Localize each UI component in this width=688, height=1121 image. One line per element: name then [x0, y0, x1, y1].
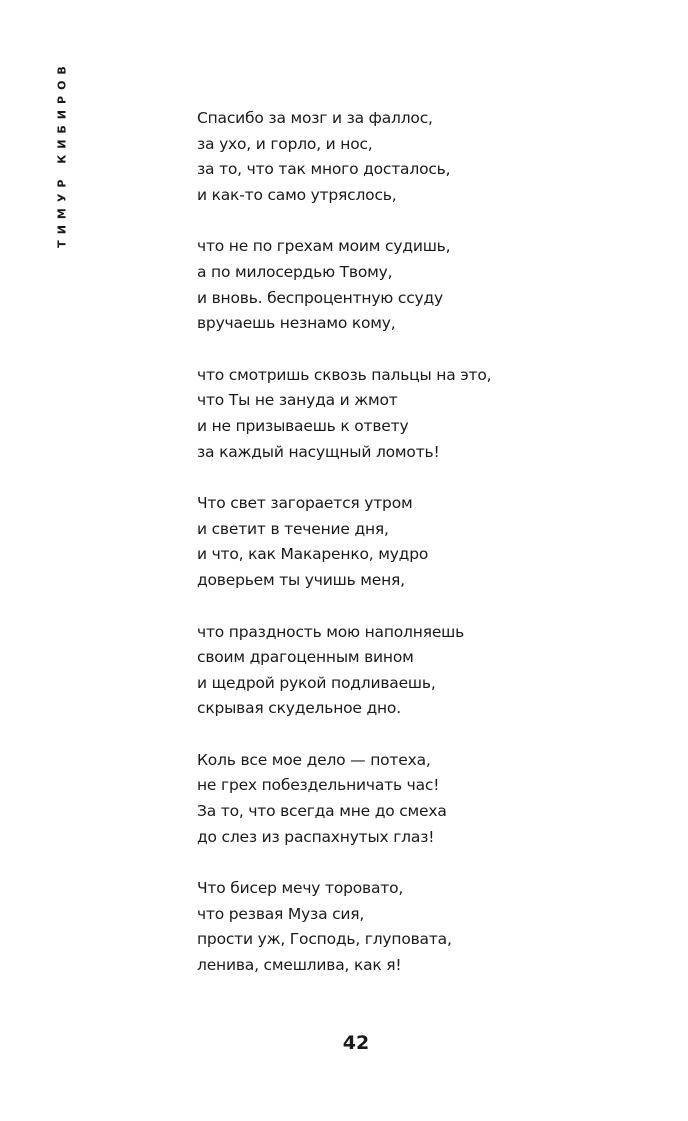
poem-line: и вновь. беспроцентную ссуду: [197, 288, 443, 307]
poem-line: что праздность мою наполняешь: [197, 622, 465, 641]
stanza: [197, 106, 637, 208]
poem-line: и что, как Макаренко, мудро: [197, 545, 429, 564]
poem-line: а по милосердью Твому,: [197, 262, 393, 281]
poem: [197, 106, 637, 979]
poem-line: Что бисер мечу торовато,: [197, 879, 404, 898]
poem-line: За то, что всегда мне до смеха: [197, 802, 447, 821]
poem-line: что смотришь сквозь пальцы на это,: [197, 365, 492, 384]
stanza: [197, 234, 637, 336]
poem-line: Что свет загорается утром: [197, 494, 413, 513]
poem-line: и щедрой рукой подливаешь,: [197, 673, 436, 692]
running-head-text: ТИМУР КИБИРОВ: [55, 60, 69, 248]
poem-line: доверьем ты учишь меня,: [197, 570, 405, 589]
poem-line: не грех побездельничать час!: [197, 776, 440, 795]
poem-line: что резвая Муза сия,: [197, 904, 365, 923]
page-number: 42: [342, 1032, 370, 1054]
poem-line: что не по грехам моим судишь,: [197, 237, 451, 256]
poem-line: до слез из распахнутых глаз!: [197, 827, 435, 846]
poem-line: Спасибо за мозг и за фаллос,: [197, 109, 433, 127]
stanza: [197, 363, 637, 465]
stanza: [197, 748, 637, 850]
poem-line: за то, что так много досталось,: [197, 160, 451, 179]
poem-line: вручаешь незнамо кому,: [197, 314, 396, 333]
poem-line: Коль все мое дело — потеха,: [197, 750, 431, 769]
stanza: [197, 491, 637, 593]
poem-line: своим драгоценным вином: [197, 648, 414, 667]
poem-line: и как-то само утряслось,: [197, 185, 397, 204]
poem-line: за ухо, и горло, и нос,: [197, 134, 373, 153]
poem-line: что Ты не зануда и жмот: [197, 391, 398, 410]
poem-line: и светит в течение дня,: [197, 519, 389, 538]
stanza: [197, 620, 637, 722]
poem-line: за каждый насущный ломоть!: [197, 442, 440, 461]
poem-line: скрывая скудельное дно.: [197, 699, 401, 718]
poem-line: и не призываешь к ответу: [197, 416, 409, 435]
poem-line: прости уж, Господь, глуповата,: [197, 930, 452, 949]
poem-line: ленива, смешлива, как я!: [197, 956, 402, 975]
running-head: [52, 58, 72, 250]
stanza: [197, 876, 637, 978]
